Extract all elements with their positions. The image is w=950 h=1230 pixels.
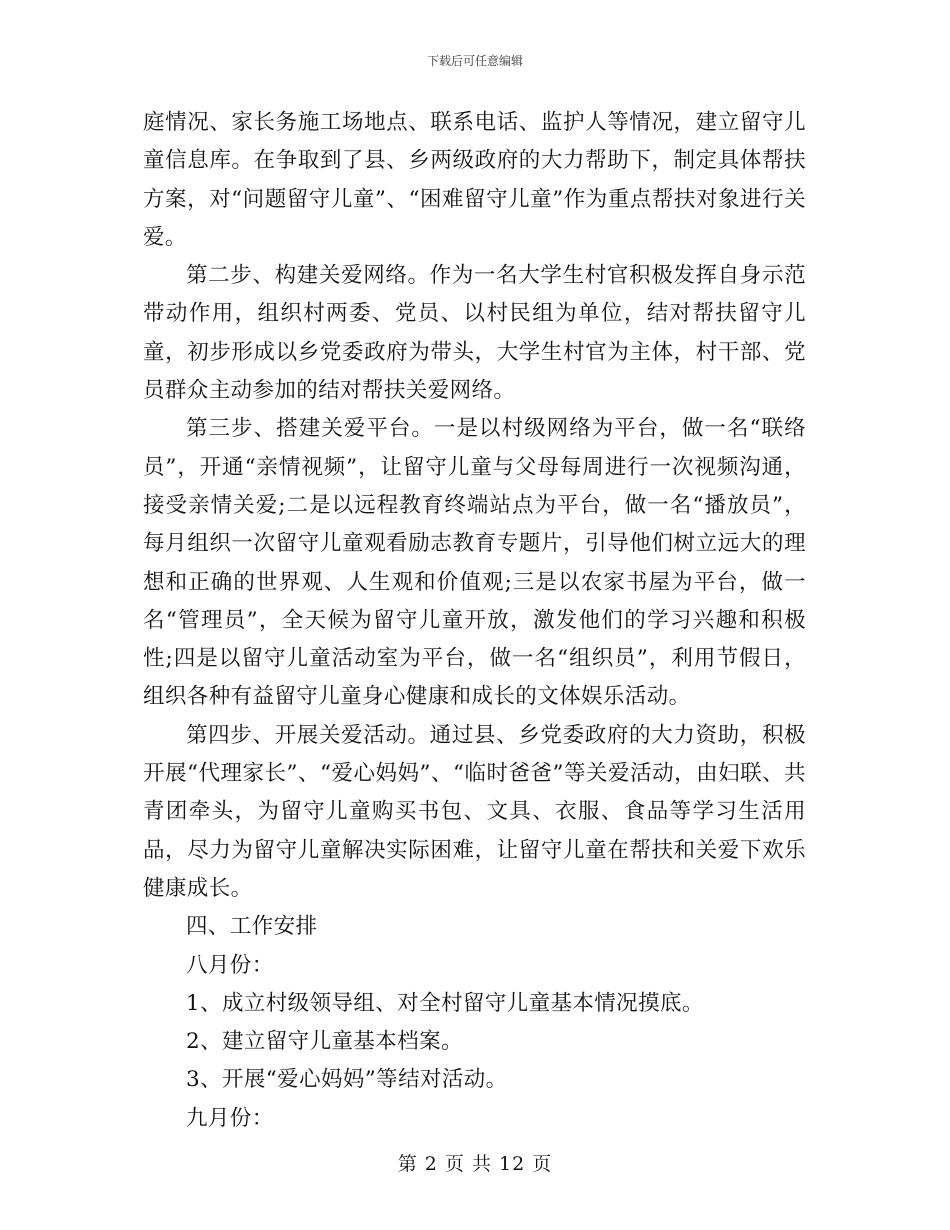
paragraph-4: 第四步、开展关爱活动。通过县、乡党委政府的大力资助，积极开展“代理家长”、“爱心妈妈”、“临时爸爸”等关爱活动，由妇联、共青团牵头，为留守儿童购买书包、文具、衣服、食品等学习生活用品，尽力为留守儿童解决实际困难，让留守儿童在帮扶和关爱下欢乐健康成长。	[143, 722, 806, 901]
page-header-note: 下载后可任意编辑	[426, 54, 523, 68]
section-heading-work-plan: 四、工作安排	[186, 914, 318, 940]
paragraph-2: 第二步、构建关爱网络。作为一名大学生村官积极发挥自身示范带动作用，组织村两委、党员、以村民组为单位，结对帮扶留守儿童，初步形成以乡党委政府为带头，大学生村官为主体，村干部、党员群众主动参加的结对帮扶关爱网络。	[143, 263, 806, 404]
paragraph-1: 庭情况、家长务施工场地点、联系电话、监护人等情况，建立留守儿童信息库。在争取到了县、乡两级政府的大力帮助下，制定具体帮扶方案，对“问题留守儿童”、“困难留守儿童”作为重点帮扶对象进行关爱。	[143, 110, 806, 250]
paragraph-3: 第三步、搭建关爱平台。一是以村级网络为平台，做一名“联络员”，开通“亲情视频”，让留守儿童与父母每周进行一次视频沟通，接受亲情关爱;二是以远程教育终端站点为平台，做一名“播放员”，每月组织一次留守儿童观看励志教育专题片，引导他们树立远大的理想和正确的世界观、人生观和价值观;三是以农家书屋为平台，做一名“管理员”，全天候为留守儿童开放，激发他们的学习兴趣和积极性;四是以留守儿童活动室为平台，做一名“组织员”，利用节假日，组织各种有益留守儿童身心健康和成长的文体娱乐活动。	[143, 416, 806, 710]
list-item: 3、开展“爱心妈妈”等结对活动。	[186, 1067, 508, 1093]
month-heading-september: 九月份：	[186, 1105, 274, 1131]
month-heading-august: 八月份：	[186, 952, 274, 978]
list-item: 1、成立村级领导组、对全村留守儿童基本情况摸底。	[186, 990, 704, 1016]
document-body	[143, 104, 806, 1138]
page-number: 第 2 页 共 12 页	[397, 1153, 553, 1175]
list-item: 2、建立留守儿童基本档案。	[186, 1029, 463, 1055]
